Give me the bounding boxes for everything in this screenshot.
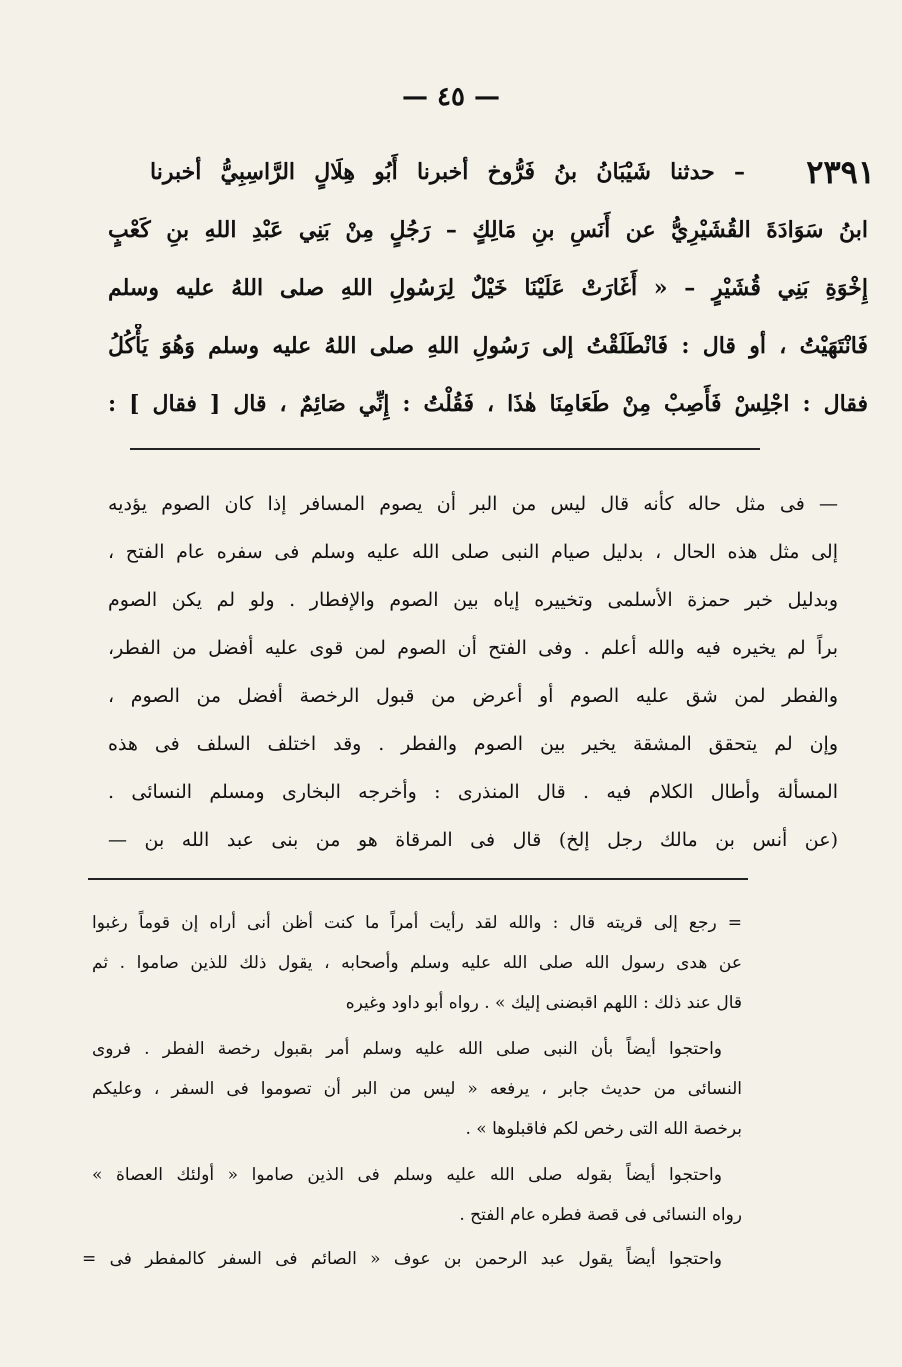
- commentary-line: عن هدى رسول الله صلى الله عليه وسلم وأصحابه ، يقول ذلك للذين صاموا . ثم: [92, 953, 742, 973]
- hadith-line: ابنُ سَوَادَةَ القُشَيْرِيُّ عن أَنَسِ بنِ مَالِكٍ – رَجُلٍ مِنْ بَنِي عَبْدِ اللهِ بنِ كَعْبٍ: [108, 217, 868, 243]
- commentary-line: والفطر لمن شق عليه الصوم أو أعرض من قبول الرخصة أفضل من الصوم ،: [108, 685, 838, 707]
- commentary-line: وإن لم يتحقق المشقة يخير بين الصوم والفطر . وقد اختلف السلف فى هذه: [108, 733, 838, 755]
- hadith-line: إِخْوَةِ بَنِي قُشَيْرٍ – « أَغَارَتْ عَلَيْنَا خَيْلٌ لِرَسُولِ اللهِ صلى اللهُ عليه وسلم: [108, 275, 868, 301]
- hadith-number: ٢٣٩١: [806, 153, 875, 191]
- hadith-line: – حدثنا شَيْبَانُ بنُ فَرُّوخ أخبرنا أَبُو هِلَالٍ الرَّاسِبِيُّ أخبرنا: [150, 159, 745, 185]
- hadith-line: فقال : اجْلِسْ فَأَصِبْ مِنْ طَعَامِنَا هٰذَا ، فَقُلْتُ : إِنِّي صَائِمٌ ، قال [ فقال ] :: [108, 391, 868, 417]
- commentary-line: = رجع إلى قريته قال : والله لقد رأيت أمراً ما كنت أظن أنى أراه إن قوماً رغبوا: [92, 913, 742, 933]
- commentary-line: المسألة وأطال الكلام فيه . قال المنذرى : وأخرجه البخارى ومسلم النسائى .: [108, 781, 838, 803]
- commentary-line: (عن أنس بن مالك رجل إلخ) قال فى المرقاة هو من بنى عبد الله بن —: [108, 829, 838, 851]
- commentary-line: واحتجوا أيضاً يقول عبد الرحمن بن عوف « الصائم فى السفر كالمفطر فى =: [82, 1249, 722, 1269]
- commentary-line: واحتجوا أيضاً بقوله صلى الله عليه وسلم فى الذين صاموا « أولئك العصاة »: [92, 1165, 722, 1185]
- commentary-line: رواه النسائى فى قصة فطره عام الفتح .: [459, 1205, 742, 1225]
- commentary-line: برخصة الله التى رخص لكم فاقبلوها » .: [465, 1119, 742, 1139]
- page-number: — ٤٥ —: [401, 82, 501, 112]
- commentary-line: النسائى من حديث جابر ، يرفعه « ليس من البر أن تصوموا فى السفر ، وعليكم: [92, 1079, 742, 1099]
- commentary-line: واحتجوا أيضاً بأن النبى صلى الله عليه وسلم أمر بقبول رخصة الفطر . فروى: [92, 1039, 722, 1059]
- hadith-line: فَانْتَهَيْتُ ، أو قال : فَانْطَلَقْتُ إلى رَسُولِ اللهِ صلى اللهُ عليه وسلم وَهُوَ يَأْكُلُ: [108, 333, 868, 359]
- separator-rule: [88, 878, 748, 880]
- commentary-line: — فى مثل حاله كأنه قال ليس من البر أن يصوم المسافر إذا كان الصوم يؤديه: [108, 493, 838, 515]
- commentary-line: وبدليل خبر حمزة الأسلمى وتخييره إياه بين الصوم والإفطار . ولو لم يكن الصوم: [108, 589, 838, 611]
- commentary-line: إلى مثل هذه الحال ، بدليل صيام النبى صلى الله عليه وسلم فى سفره عام الفتح ،: [108, 541, 838, 563]
- commentary-line: قال عند ذلك : اللهم اقبضنى إليك » . رواه أبو داود وغيره: [345, 993, 742, 1013]
- commentary-line: براً لم يخيره فيه والله أعلم . وفى الفتح أن الصوم لمن قوى عليه أفضل من الفطر،: [108, 637, 838, 659]
- separator-rule: [130, 448, 760, 450]
